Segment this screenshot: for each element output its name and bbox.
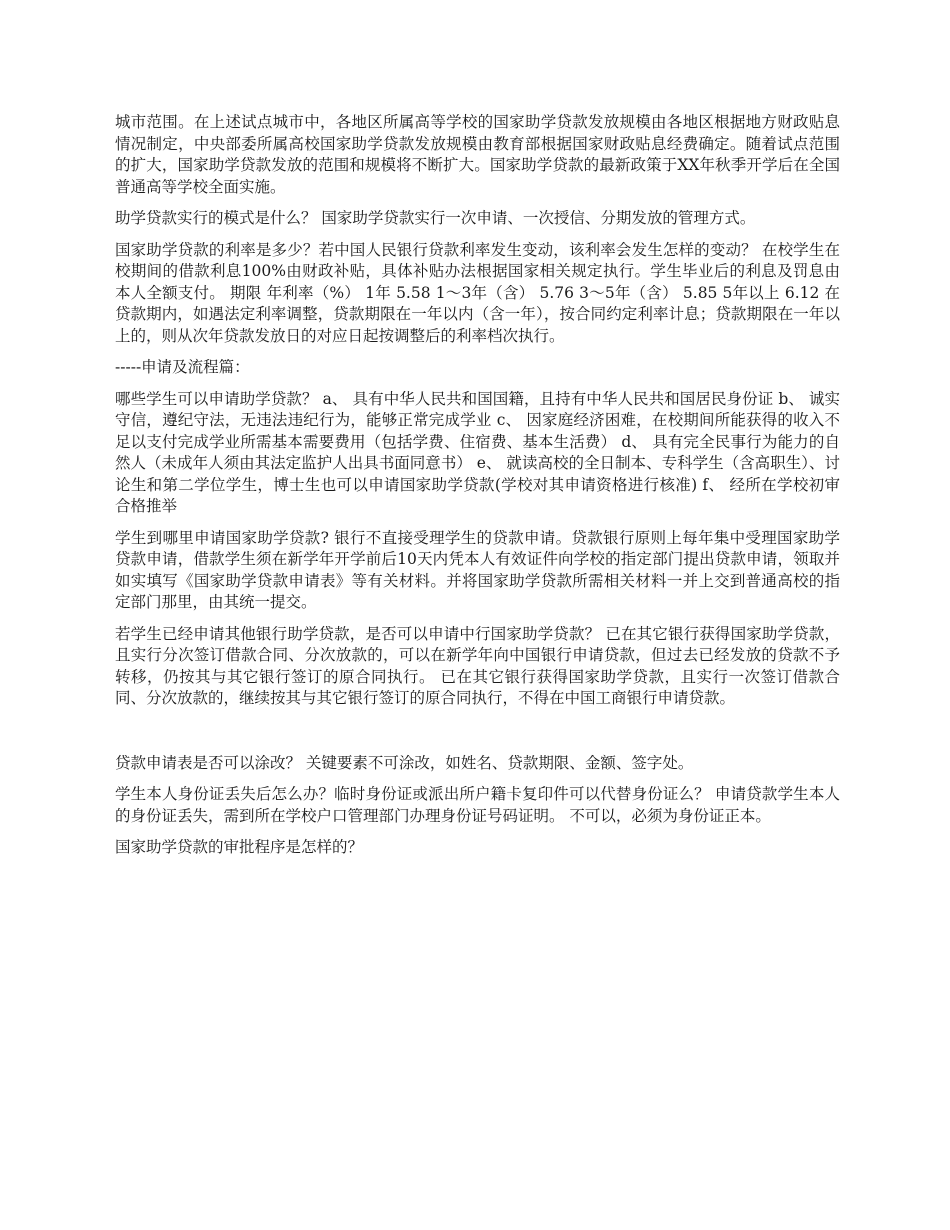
paragraph-pilot-scope: 城市范围。在上述试点城市中，各地区所属高等学校的国家助学贷款发放规模由各地区根据地方财政贴息情况制定，中央部委所属高校国家助学贷款发放规模由教育部根据国家财政贴息经费确定。随着试点范围的扩大，国家助学贷款发放的范围和规模将不断扩大。国家助学贷款的最新政策于XX年秋季开学后在全国普通高等学校全面实施。	[115, 113, 840, 196]
paragraph-where-to-apply: 学生到哪里申请国家助学贷款? 银行不直接受理学生的贷款申请。贷款银行原则上每年集中受理国家助学贷款申请，借款学生须在新学年开学前后10天内凭本人有效证件向学校的指定部门提出贷款申请，领取并如实填写《国家助学贷款申请表》等有关材料。并将国家助学贷款所需相关材料一并上交到普通高校的指定部门那里，由其统一提交。	[115, 528, 840, 611]
section-heading-application: -----申请及流程篇：	[115, 358, 250, 376]
paragraph-other-bank-loans: 若学生已经申请其他银行助学贷款，是否可以申请中行国家助学贷款？ 已在其它银行获得国家助学贷款，且实行分次签订借款合同、分次放款的，可以在新学年向中国银行申请贷款，但过去已经发放的贷款不予转移，仍按其与其它银行签订的原合同执行。 已在其它银行获得国家助学贷款，且实行一次签订借款合同、分次放款的，继续按其与其它银行签订的原合同执行，不得在中国工商银行申请贷款。	[115, 624, 840, 707]
paragraph-interest-rate: 国家助学贷款的利率是多少？若中国人民银行贷款利率发生变动，该利率会发生怎样的变动？ 在校学生在校期间的借款利息100%由财政补贴，具体补贴办法根据国家相关规定执行。学生毕业后的利息及罚息由本人全额支付。 期限 年利率（%） 1年 5.58 1～3年（含） 5.76 3～5年（含） 5.85 5年以上 6.12 在贷款期内，如遇法定利率调整，贷款期限在一年以内（含一年），按合同约定利率计息；贷款期限在一年以上的，则从次年贷款发放日的对应日起按调整后的利率档次执行。	[115, 240, 840, 345]
paragraph-approval-procedure: 国家助学贷款的审批程序是怎样的？	[115, 838, 364, 856]
document-page	[115, 112, 840, 869]
paragraph-eligibility: 哪些学生可以申请助学贷款？ a、 具有中华人民共和国国籍，且持有中华人民共和国居民身份证 b、 诚实守信，遵纪守法，无违法违纪行为，能够正常完成学业 c、 因家庭经济困难，在校期间所能获得的收入不足以支付完成学业所需基本需要费用（包括学费、住宿费、基本生活费） d、 具有完全民事行为能力的自然人（未成年人须由其法定监护人出具书面同意书） e、 就读高校的全日制本、专科学生（含高职生）、讨论生和第二学位学生，博士生也可以申请国家助学贷款(学校对其申请资格进行核准) f、 经所在学校初审合格推举	[115, 389, 840, 515]
blank-gap	[115, 720, 840, 753]
paragraph-loan-model: 助学贷款实行的模式是什么？ 国家助学贷款实行一次申请、一次授信、分期发放的管理方式。	[115, 209, 756, 227]
paragraph-lost-id-card: 学生本人身份证丢失后怎么办？临时身份证或派出所户籍卡复印件可以代替身份证么？ 申请贷款学生本人的身份证丢失，需到所在学校户口管理部门办理身份证号码证明。 不可以，必须为身份证正本。	[115, 785, 840, 825]
paragraph-form-alteration: 贷款申请表是否可以涂改？ 关键要素不可涂改，如姓名、贷款期限、金额、签字处。	[115, 753, 694, 772]
